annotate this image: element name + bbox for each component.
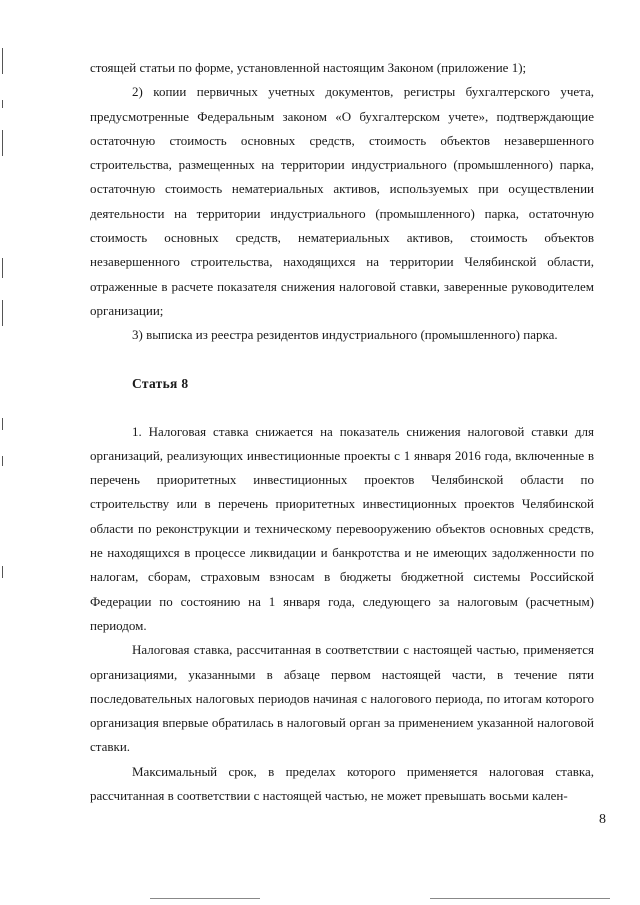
paragraph: 2) копии первичных учетных документов, регистры бухгалтерского учета, предусмотренные Федеральным законом «О бухгалтерском учете», подтверждающие остаточную стоимость основных средств, стоимость объектов незавершенного строительства, размещенных на территории индустриального (промышленного) парка, остаточную стоимость нематериальных активов, используемых при осуществлении деятельности на территории индустриального (промышленного) парка, остаточную стоимость основных средств, нематериальных активов, стоимость объектов незавершенного строительства, находящихся на территории Челябинской области, отраженные в расчете показателя снижения налоговой ставки, заверенные руководителем организации;	[90, 84, 594, 318]
scan-margin-mark	[2, 130, 3, 156]
paragraph: Максимальный срок, в пределах которого применяется налоговая ставка, рассчитанная в соответствии с настоящей частью, не может превышать восьми кален-	[90, 763, 594, 804]
spacer	[90, 348, 594, 372]
document-body	[90, 56, 594, 808]
scan-margin-mark	[2, 566, 3, 578]
scan-margin-mark	[2, 258, 3, 278]
scan-bottom-rule	[430, 898, 610, 899]
scan-margin-mark	[2, 300, 3, 326]
page-number: 8	[599, 812, 606, 827]
article-heading: Статья 8	[132, 375, 189, 391]
scan-margin-mark	[2, 456, 3, 466]
scan-margin-mark	[2, 48, 3, 74]
scan-bottom-rule	[150, 898, 260, 899]
paragraph: 3) выписка из реестра резидентов индустриального (промышленного) парка.	[132, 327, 558, 343]
paragraph: Налоговая ставка, рассчитанная в соответствии с настоящей частью, применяется организациями, указанными в абзаце первом настоящей части, в течение пяти последовательных налоговых периодов начиная с налогового периода, по итогам которого организация впервые обратилась в налоговый орган за применением указанной налоговой ставки.	[90, 642, 594, 755]
scan-margin-mark	[2, 418, 3, 430]
paragraph: 1. Налоговая ставка снижается на показатель снижения налоговой ставки для организаций, реализующих инвестиционные проекты с 1 января 2016 года, включенные в перечень приоритетных инвестиционных проектов Челябинской области по строительству или в перечень приоритетных инвестиционных проектов Челябинской области по реконструкции и техническому перевооружению объектов основных средств, не находящихся в процессе ликвидации и банкротства и не имеющих задолженности по налогам, сборам, страховым взносам в бюджеты бюджетной системы Российской Федерации по состоянию на 1 января года, следующего за налоговым (расчетным) периодом.	[90, 423, 594, 633]
spacer	[90, 396, 594, 420]
paragraph: стоящей статьи по форме, установленной настоящим Законом (приложение 1);	[90, 60, 527, 75]
scan-margin-mark	[2, 100, 3, 108]
